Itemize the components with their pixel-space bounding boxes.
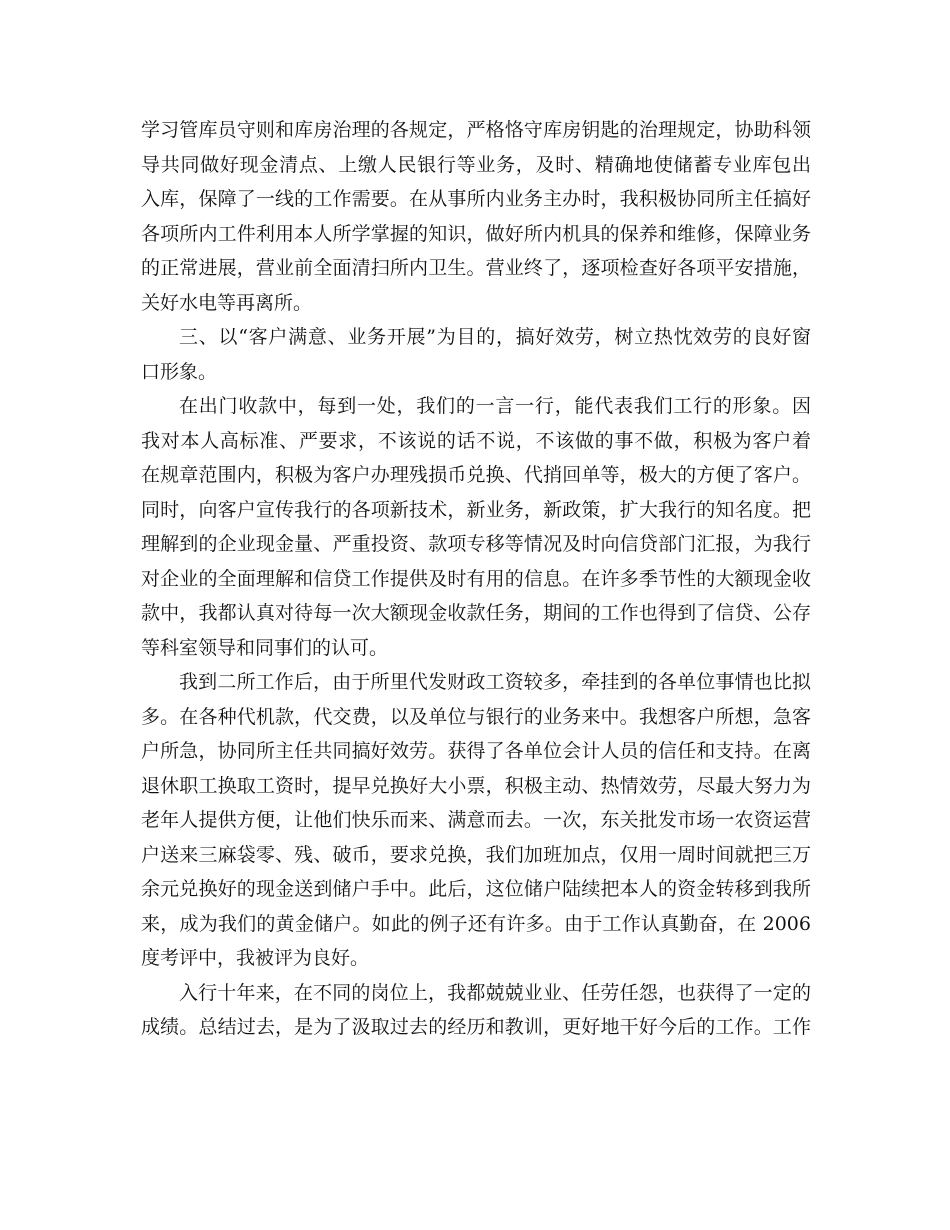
text-line: 的正常进展，营业前全面清扫所内卫生。营业终了，逐项检查好各项平安措施， [141,257,811,279]
text-line: 理解到的企业现金量、严重投资、款项专移等情况及时向信贷部门汇报，为我行 [141,533,811,555]
text-line: 余元兑换好的现金送到储户手中。此后，这位储户陆续把本人的资金转移到我所 [141,878,811,900]
text-line: 款中，我都认真对待每一次大额现金收款任务，期间的工作也得到了信贷、公存 [141,602,811,624]
text-line: 我到二所工作后，由于所里代发财政工资较多，牵挂到的各单位事情也比拟 [179,671,811,693]
text-line: 来，成为我们的黄金储户。如此的例子还有许多。由于工作认真勤奋，在 2006 [141,912,811,935]
text-line: 在出门收款中，每到一处，我们的一言一行，能代表我们工行的形象。因 [179,395,811,417]
body-text [141,113,811,1045]
text-line: 度考评中，我被评为良好。 [141,947,370,969]
text-line: 入行十年来，在不同的岗位上，我都兢兢业业、任劳任怨，也获得了一定的 [179,981,811,1004]
text-line: 学习管库员守则和库房治理的各规定，严格恪守库房钥匙的治理规定，协助科领 [141,119,811,141]
text-line: 导共同做好现金清点、上缴人民银行等业务，及时、精确地使储蓄专业库包出 [141,153,811,176]
text-line: 同时，向客户宣传我行的各项新技术，新业务，新政策，扩大我行的知名度。把 [141,498,811,521]
text-line: 户所急，协同所主任共同搞好效劳。获得了各单位会计人员的信任和支持。在离 [141,740,811,762]
text-line: 各项所内工件利用本人所学掌握的知识，做好所内机具的保养和维修，保障业务 [141,222,811,245]
text-line: 我对本人高标准、严要求，不该说的话不说，不该做的事不做，积极为客户着 [141,429,811,452]
text-line: 成绩。总结过去，是为了汲取过去的经历和教训，更好地干好今后的工作。工作 [141,1016,811,1038]
section-heading-line: 三、以“客户满意、业务开展”为目的，搞好效劳，树立热忱效劳的良好窗 [179,326,811,348]
text-line: 等科室领导和同事们的认可。 [141,636,389,659]
text-line: 退休职工换取工资时，提早兑换好大小票，积极主动、热情效劳，尽最大努力为 [141,774,811,797]
text-line: 老年人提供方便，让他们快乐而来、满意而去。一次，东关批发市场一农资运营 [141,809,811,831]
text-line: 在规章范围内，积极为客户办理残损币兑换、代捎回单等，极大的方便了客户。 [141,464,811,486]
text-line: 关好水电等再离所。 [141,291,313,314]
text-line: 对企业的全面理解和信贷工作提供及时有用的信息。在许多季节性的大额现金收 [141,567,811,590]
text-line: 户送来三麻袋零、残、破币，要求兑换，我们加班加点，仅用一周时间就把三万 [141,843,811,866]
text-line: 入库，保障了一线的工作需要。在从事所内业务主办时，我积极协同所主任搞好 [141,188,811,210]
text-line: 多。在各种代机款，代交费，以及单位与银行的业务来中。我想客户所想，急客 [141,705,811,728]
section-heading-line: 口形象。 [141,360,218,383]
